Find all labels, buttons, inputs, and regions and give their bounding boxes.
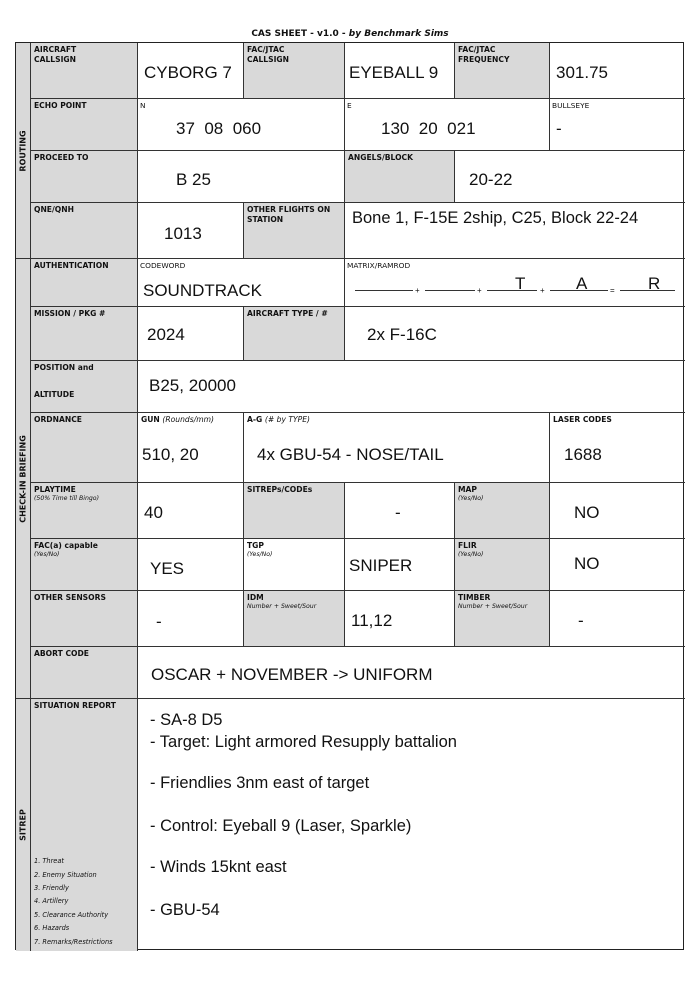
fac-frequency-label: FAC/JTAC FREQUENCY [455, 43, 550, 99]
sitrep-line: - Friendlies 3nm east of target [150, 774, 370, 792]
sitreps-label: SITREPs/CODEs [244, 483, 345, 539]
qne-value[interactable]: 1013 [138, 203, 244, 259]
other-sensors-label: OTHER SENSORS [31, 591, 138, 647]
sitreps-value[interactable]: - [345, 483, 455, 539]
sitrep-line: - Winds 15knt east [150, 858, 287, 876]
gun-field[interactable]: GUN (Rounds/mm) 510, 20 [138, 413, 244, 483]
mission-label: MISSION / PKG # [31, 307, 138, 361]
matrix-letter-3: T [515, 274, 526, 293]
other-sensors-value[interactable]: - [138, 591, 244, 647]
fac-frequency-value[interactable]: 301.75 [550, 43, 685, 99]
sitrep-line: - Control: Eyeball 9 (Laser, Sparkle) [150, 817, 412, 835]
timber-value[interactable]: - [550, 591, 685, 647]
flir-label: FLIR (Yes/No) [455, 539, 550, 591]
fac-callsign-label: FAC/JTAC CALLSIGN [244, 43, 345, 99]
section-routing: ROUTING [16, 43, 31, 259]
sitrep-line: - Target: Light armored Resupply battalion [150, 733, 457, 751]
matrix-ramrod-field[interactable]: MATRIX/RAMROD + + T + A = R [345, 259, 685, 307]
proceed-to-label: PROCEED TO [31, 151, 138, 203]
echo-point-label: ECHO POINT [31, 99, 138, 151]
fac-capable-label: FAC(a) capable (Yes/No) [31, 539, 138, 591]
ag-field[interactable]: A-G (# by TYPE) 4x GBU-54 - NOSE/TAIL [244, 413, 550, 483]
codeword-field[interactable]: CODEWORD SOUNDTRACK [138, 259, 345, 307]
aircraft-type-label: AIRCRAFT TYPE / # [244, 307, 345, 361]
timber-label: TIMBER Number + Sweet/Sour [455, 591, 550, 647]
map-value[interactable]: NO [550, 483, 685, 539]
abort-code-label: ABORT CODE [31, 647, 138, 699]
aircraft-callsign-label: AIRCRAFT CALLSIGN [31, 43, 138, 99]
proceed-to-value[interactable]: B 25 [138, 151, 345, 203]
map-label: MAP (Yes/No) [455, 483, 550, 539]
position-label: POSITION and ALTITUDE [31, 361, 138, 413]
tgp-value[interactable]: SNIPER [345, 539, 455, 591]
fac-capable-value[interactable]: YES [138, 539, 244, 591]
echo-point-east[interactable]: E 130 20 021 [345, 99, 550, 151]
matrix-letter-5: R [648, 274, 661, 293]
aircraft-callsign-value[interactable]: CYBORG 7 [138, 43, 244, 99]
other-flights-label: OTHER FLIGHTS ON STATION [244, 203, 345, 259]
fac-callsign-value[interactable]: EYEBALL 9 [345, 43, 455, 99]
sitrep-checklist: 1. Threat 2. Enemy Situation 3. Friendly 4. Artillery 5. Clearance Authority 6. Hazards 7. Remarks/Restrictions [34, 857, 113, 946]
abort-code-value[interactable]: OSCAR + NOVEMBER -> UNIFORM [138, 647, 685, 699]
tgp-label: TGP (Yes/No) [244, 539, 345, 591]
qne-label: QNE/QNH [31, 203, 138, 259]
sitrep-line: - GBU-54 [150, 901, 220, 919]
other-flights-value[interactable]: Bone 1, F-15E 2ship, C25, Block 22-24 [345, 203, 685, 259]
authentication-label: AUTHENTICATION [31, 259, 138, 307]
sitrep-line: - SA-8 D5 [150, 711, 223, 729]
angels-label: ANGELS/BLOCK [345, 151, 455, 203]
flir-value[interactable]: NO [550, 539, 685, 591]
idm-value[interactable]: 11,12 [345, 591, 455, 647]
bullseye[interactable]: BULLSEYE - [550, 99, 685, 151]
echo-point-north[interactable]: N 37 08 060 [138, 99, 345, 151]
position-value[interactable]: B25, 20000 [138, 361, 685, 413]
situation-report-text[interactable] [138, 699, 685, 951]
angels-value[interactable]: 20-22 [455, 151, 685, 203]
cas-sheet [15, 42, 684, 950]
sheet-title: CAS SHEET - v1.0 - by Benchmark Sims [251, 29, 449, 39]
laser-codes-field[interactable]: LASER CODES 1688 [550, 413, 685, 483]
playtime-value[interactable]: 40 [138, 483, 244, 539]
mission-value[interactable]: 2024 [138, 307, 244, 361]
ordnance-label: ORDNANCE [31, 413, 138, 483]
aircraft-type-value[interactable]: 2x F-16C [345, 307, 685, 361]
idm-label: IDM Number + Sweet/Sour [244, 591, 345, 647]
matrix-letter-4: A [576, 274, 588, 293]
section-sitrep: SITREP [16, 699, 31, 951]
playtime-label: PLAYTIME (50% Time till Bingo) [31, 483, 138, 539]
section-checkin: CHECK-IN BRIEFING [16, 259, 31, 699]
situation-report-label: SITUATION REPORT 1. Threat 2. Enemy Situation 3. Friendly 4. Artillery 5. Clearance Authority 6. Hazards 7. Remarks/Restrictions [31, 699, 138, 951]
